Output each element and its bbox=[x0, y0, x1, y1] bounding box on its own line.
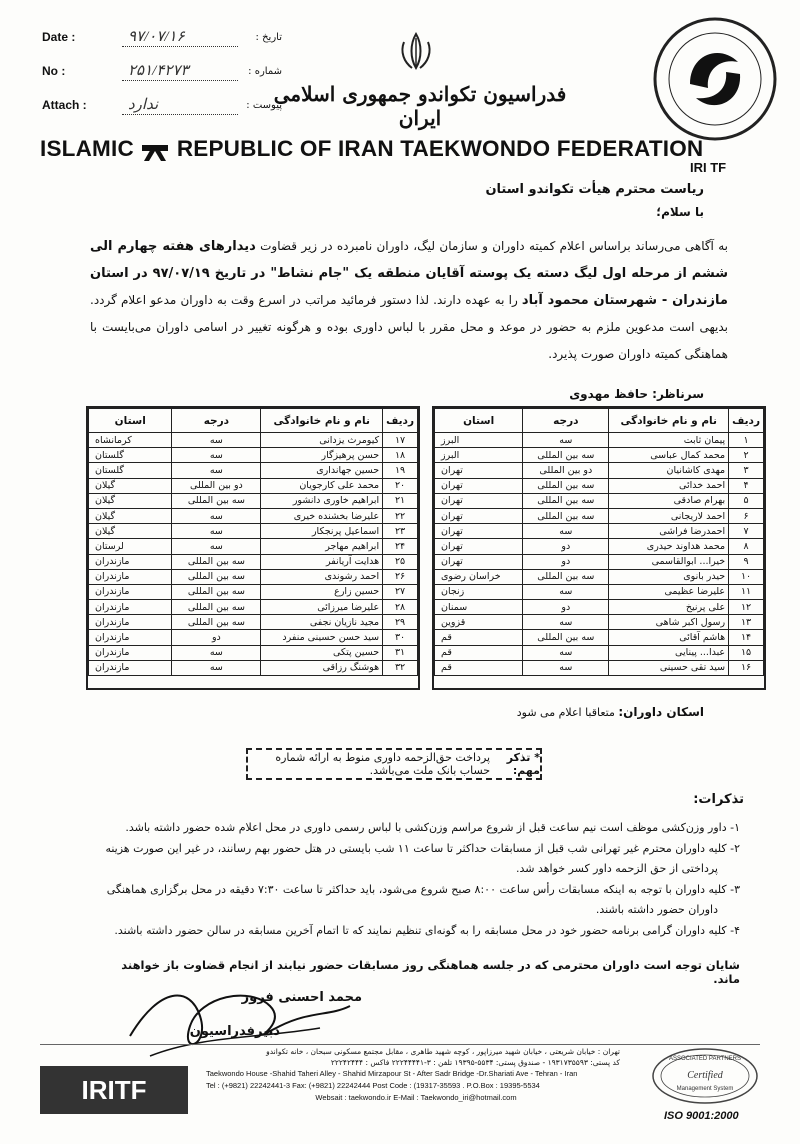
cell-name: سید تقی حسینی bbox=[609, 660, 729, 675]
cell-grade: سه بین المللی bbox=[172, 615, 261, 630]
cell-name: کیومرث یزدانی bbox=[261, 433, 383, 448]
housing-value: متعاقبا اعلام می شود bbox=[516, 706, 615, 719]
cell-num: ۲۳ bbox=[383, 524, 418, 539]
attendance-warning: شایان توجه است داوران محترمی که در جلسه هماهنگی روز مسابقات حضور نیابند از انجام قضاوت باز خواهند ماند. bbox=[121, 958, 740, 986]
table-row bbox=[89, 463, 418, 478]
table-row bbox=[435, 463, 764, 478]
table-row bbox=[89, 433, 418, 448]
cell-province: تهران bbox=[435, 539, 523, 554]
table-row bbox=[435, 615, 764, 630]
cell-grade: سه bbox=[172, 645, 261, 660]
cell-name: احمد رشوندی bbox=[261, 569, 383, 584]
letter-body-event: دیدارهای هفته چهارم الی ششم از مرحله اول لیگ دسته یک پوسته آقایان منطقه یک "جام نشاط" در تاریخ ۹۷/۰۷/۱۹ در استان مازندران - شهرستان محمود آباد bbox=[90, 239, 728, 308]
cell-name: اسماعیل پرنجکار bbox=[261, 524, 383, 539]
cell-name: ابراهیم خاوری دانشور bbox=[261, 493, 383, 508]
cell-province: لرستان bbox=[89, 539, 172, 554]
col-header-name: نام و نام خانوادگی bbox=[609, 409, 729, 433]
table-row bbox=[435, 433, 764, 448]
cell-name: حسین جهانداری bbox=[261, 463, 383, 478]
table-row bbox=[435, 478, 764, 493]
cell-grade: دو bbox=[523, 554, 609, 569]
footer-divider bbox=[40, 1044, 760, 1045]
footer-logo-icon bbox=[40, 1066, 188, 1114]
cell-name: هدایت آریانفر bbox=[261, 554, 383, 569]
table-row bbox=[89, 584, 418, 599]
footer-fa-line2: کد پستی: ۱۹۳۱۷۳۵۵۹۳ - صندوق پستی: ۵۵۳۴-۱۹۳۹۵ تلفن : ۳-۲۲۲۴۴۴۴۱ فاکس : ۲۲۲۴۲۴۴۴ bbox=[330, 1058, 620, 1067]
letter-meta bbox=[42, 26, 282, 128]
cell-num: ۱۵ bbox=[729, 645, 764, 660]
footer-fa-line1: تهران : خیابان شریعتی ، خیابان شهید میرزاپور ، کوچه شهید طاهری ، مقابل مجتمع مسکونی سبحان ، خانه تکواندو bbox=[266, 1047, 620, 1056]
cell-grade: سه بین المللی bbox=[523, 569, 609, 584]
table-row bbox=[89, 630, 418, 645]
col-header-province: استان bbox=[435, 409, 523, 433]
date-label: Date : bbox=[42, 30, 76, 44]
number-value: ۲۵۱/۴۲۷۳ bbox=[122, 61, 238, 81]
cell-province: کرمانشاه bbox=[89, 433, 172, 448]
table-row bbox=[89, 660, 418, 675]
cell-grade: سه bbox=[172, 463, 261, 478]
federation-name-en-part2: REPUBLIC OF IRAN TAEKWONDO FEDERATION bbox=[176, 136, 704, 161]
cell-name: ابراهیم مهاجر bbox=[261, 539, 383, 554]
cell-name: محمد کمال عباسی bbox=[609, 448, 729, 463]
cell-num: ۲۰ bbox=[383, 478, 418, 493]
addressee: ریاست محترم هیأت تکواندو استان bbox=[485, 182, 704, 197]
note-item-1: ۱- داور وزن‌کشی موظف است نیم ساعت قبل از شروع مراسم وزن‌کشی با لباس رسمی داوری در محل اعلام شده حضور داشته باشد. bbox=[125, 821, 740, 834]
cell-grade: سه bbox=[172, 524, 261, 539]
cell-name: احمد خدائی bbox=[609, 478, 729, 493]
table-row bbox=[89, 448, 418, 463]
note-item-2: ۲- کلیه داوران محترم غیر تهرانی شب قبل از مسابقات حداکثر تا ساعت ۱۱ شب بایستی در هتل حضور بهم رسانند، در غیر این صورت هزینه bbox=[105, 841, 740, 855]
notes-title: تذکرات: bbox=[693, 792, 744, 807]
col-header-num: ردیف bbox=[729, 409, 764, 433]
table-row bbox=[435, 569, 764, 584]
cell-province: مازندران bbox=[89, 600, 172, 615]
cell-province: مازندران bbox=[89, 660, 172, 675]
cell-grade: سه bbox=[523, 584, 609, 599]
cell-num: ۳۲ bbox=[383, 660, 418, 675]
housing-label: اسکان داوران: bbox=[618, 705, 704, 719]
date-label-fa: تاریخ : bbox=[255, 31, 282, 43]
cell-grade: سه bbox=[172, 539, 261, 554]
badge-partners-text: ASSOCIATED PARTNERS bbox=[668, 1056, 742, 1062]
cell-num: ۹ bbox=[729, 554, 764, 569]
cell-province: مازندران bbox=[89, 630, 172, 645]
cell-province: مازندران bbox=[89, 569, 172, 584]
attach-label-fa: پیوست : bbox=[246, 99, 282, 111]
cell-name: خیرا... ابوالقاسمی bbox=[609, 554, 729, 569]
col-header-grade: درجه bbox=[172, 409, 261, 433]
cell-grade: سه bbox=[172, 433, 261, 448]
cell-name: مجید نازیان نجفی bbox=[261, 615, 383, 630]
cell-name: هوشنگ رزاقی bbox=[261, 660, 383, 675]
cell-grade: سه bbox=[172, 448, 261, 463]
cell-grade: سه bbox=[523, 524, 609, 539]
table-row bbox=[89, 569, 418, 584]
attach-value: ندارد bbox=[122, 95, 238, 115]
cell-grade: دو bbox=[523, 600, 609, 615]
signatory-title: دبیرفدراسیون bbox=[189, 1024, 280, 1039]
cell-grade: سه بین المللی bbox=[172, 584, 261, 599]
attach-label: Attach : bbox=[42, 98, 87, 112]
table-row bbox=[89, 493, 418, 508]
cell-province: تهران bbox=[435, 554, 523, 569]
cell-grade: سه بین المللی bbox=[172, 554, 261, 569]
cell-num: ۲۴ bbox=[383, 539, 418, 554]
cell-num: ۳۰ bbox=[383, 630, 418, 645]
cell-grade: دو بین المللی bbox=[172, 478, 261, 493]
note-item-2-cont: پرداختی از حق الزحمه داور کسر خواهد شد. bbox=[515, 862, 718, 875]
cell-grade: سه بین المللی bbox=[172, 600, 261, 615]
table-row bbox=[89, 554, 418, 569]
attach-row bbox=[42, 94, 282, 116]
federation-name-en-part1: ISLAMIC bbox=[40, 136, 134, 161]
cell-province: خراسان رضوی bbox=[435, 569, 523, 584]
table-row bbox=[435, 493, 764, 508]
cell-grade: سه bbox=[172, 508, 261, 523]
cell-name: علیرضا بخشنده خیری bbox=[261, 508, 383, 523]
cell-grade: سه بین المللی bbox=[172, 569, 261, 584]
cell-name: پیمان ثابت bbox=[609, 433, 729, 448]
table-row bbox=[89, 478, 418, 493]
table-row bbox=[435, 584, 764, 599]
cell-name: رسول اکبر شاهی bbox=[609, 615, 729, 630]
cell-province: تهران bbox=[435, 478, 523, 493]
cell-num: ۲۲ bbox=[383, 508, 418, 523]
housing-note bbox=[517, 705, 704, 719]
cell-province: گلستان bbox=[89, 448, 172, 463]
federation-name-fa: فدراسیون تکواندو جمهوری اسلامی ایران bbox=[273, 82, 567, 130]
cell-num: ۲۷ bbox=[383, 584, 418, 599]
footer-en-line1: Taekwondo House -Shahid Taheri Alley - Shahid Mirzapour St - After Sadr Bridge -Dr.Shariati Ave - Tehran - Iran bbox=[206, 1069, 578, 1078]
table-row bbox=[89, 615, 418, 630]
federation-logo-text: IRI TF bbox=[690, 160, 727, 175]
cell-name: احمد لاریجانی bbox=[609, 508, 729, 523]
cell-province: مازندران bbox=[89, 584, 172, 599]
cell-name: حیدر بانوی bbox=[609, 569, 729, 584]
cell-province: قم bbox=[435, 630, 523, 645]
col-header-province: استان bbox=[89, 409, 172, 433]
cell-grade: سه bbox=[523, 645, 609, 660]
cell-province: تهران bbox=[435, 493, 523, 508]
belt-icon bbox=[140, 137, 170, 163]
cell-province: گیلان bbox=[89, 508, 172, 523]
cell-name: محمد علی کارجویان bbox=[261, 478, 383, 493]
table-row bbox=[89, 508, 418, 523]
table-row bbox=[435, 554, 764, 569]
col-header-grade: درجه bbox=[523, 409, 609, 433]
cell-grade: سه بین المللی bbox=[523, 630, 609, 645]
iso-certification-badge-icon bbox=[650, 1046, 760, 1106]
cell-num: ۶ bbox=[729, 508, 764, 523]
cell-num: ۲ bbox=[729, 448, 764, 463]
cell-province: تهران bbox=[435, 508, 523, 523]
signatory-name: محمد احسنی فرور bbox=[241, 990, 362, 1005]
federation-logo-icon bbox=[650, 14, 780, 144]
notice-text: پرداخت حق‌الزحمه داوری منوط به ارائه شماره حساب بانک ملت می‌باشد. bbox=[275, 751, 491, 777]
cell-name: عبدا... پینایی bbox=[609, 645, 729, 660]
cell-num: ۱۹ bbox=[383, 463, 418, 478]
letter-body-instructions: را به عهده دارند. لذا دستور فرمائید مراتب در اسرع وقت به داوران مدعو اعلام گردد. بدیهی است مدعوین ملزم به حضور در موعد و محل مقرر با لباس داوری بوده و هرگونه تغییر در اسامی داوران می‌بایست با هماهنگی کمیته داوران صورت پذیرد. bbox=[90, 293, 728, 361]
cell-name: علی پرنیخ bbox=[609, 600, 729, 615]
cell-num: ۲۶ bbox=[383, 569, 418, 584]
table-row bbox=[89, 600, 418, 615]
date-row bbox=[42, 26, 282, 48]
cell-grade: سه بین المللی bbox=[523, 448, 609, 463]
cell-num: ۱۰ bbox=[729, 569, 764, 584]
letter-body-intro: به آگاهی می‌رساند براساس اعلام کمیته داوران و سازمان لیگ، داوران نامبرده در زیر قضاوت bbox=[260, 239, 728, 253]
table-header-row bbox=[435, 409, 764, 433]
cell-name: احمدرضا فراشی bbox=[609, 524, 729, 539]
cell-name: علیرضا میرزائی bbox=[261, 600, 383, 615]
table-row bbox=[89, 524, 418, 539]
table-row bbox=[89, 645, 418, 660]
cell-grade: دو bbox=[523, 539, 609, 554]
cell-province: تهران bbox=[435, 463, 523, 478]
cell-num: ۲۵ bbox=[383, 554, 418, 569]
cell-province: مازندران bbox=[89, 645, 172, 660]
iran-emblem-icon bbox=[396, 30, 436, 72]
cell-num: ۱۳ bbox=[729, 615, 764, 630]
chief-supervisor: سرناظر: حافظ مهدوی bbox=[569, 387, 704, 401]
cell-name: حسین پتکی bbox=[261, 645, 383, 660]
cell-name: محمد هداوند حیدری bbox=[609, 539, 729, 554]
cell-province: مازندران bbox=[89, 554, 172, 569]
referees-table-right bbox=[434, 408, 764, 676]
badge-certified-text: Certified bbox=[687, 1070, 723, 1081]
cell-province: سمنان bbox=[435, 600, 523, 615]
table-row bbox=[435, 645, 764, 660]
cell-province: گیلان bbox=[89, 524, 172, 539]
cell-num: ۲۸ bbox=[383, 600, 418, 615]
cell-num: ۳۱ bbox=[383, 645, 418, 660]
iso-label: ISO 9001:2000 bbox=[664, 1110, 739, 1122]
cell-grade: سه bbox=[523, 660, 609, 675]
number-row bbox=[42, 60, 282, 82]
letter-body bbox=[90, 233, 728, 368]
cell-province: قزوین bbox=[435, 615, 523, 630]
cell-province: گیلان bbox=[89, 493, 172, 508]
cell-num: ۱۲ bbox=[729, 600, 764, 615]
cell-province: البرز bbox=[435, 433, 523, 448]
cell-grade: سه bbox=[523, 433, 609, 448]
cell-num: ۱۴ bbox=[729, 630, 764, 645]
number-label-fa: شماره : bbox=[248, 65, 282, 77]
col-header-num: ردیف bbox=[383, 409, 418, 433]
cell-num: ۲۹ bbox=[383, 615, 418, 630]
table-row bbox=[435, 600, 764, 615]
number-label: No : bbox=[42, 64, 66, 78]
date-value: ۹۷/۰۷/۱۶ bbox=[122, 27, 238, 47]
badge-management-text: Management System bbox=[676, 1086, 734, 1092]
federation-name-en bbox=[40, 136, 704, 163]
cell-num: ۲۱ bbox=[383, 493, 418, 508]
cell-province: گلستان bbox=[89, 463, 172, 478]
cell-num: ۵ bbox=[729, 493, 764, 508]
cell-num: ۱۱ bbox=[729, 584, 764, 599]
cell-grade: سه بین المللی bbox=[172, 493, 261, 508]
cell-province: البرز bbox=[435, 448, 523, 463]
table-row bbox=[89, 539, 418, 554]
footer-en-line2: Tel : (+9821) 22242441-3 Fax: (+9821) 22242444 Post Code : (19317-35593 . P.O.Box : 19395-5534 bbox=[206, 1081, 540, 1090]
cell-num: ۸ bbox=[729, 539, 764, 554]
notice-label: * تذکر مهم: bbox=[506, 751, 540, 777]
table-row bbox=[435, 630, 764, 645]
cell-num: ۱۸ bbox=[383, 448, 418, 463]
footer-logo-text: IRITF bbox=[81, 1075, 147, 1105]
cell-num: ۷ bbox=[729, 524, 764, 539]
cell-name: مهدی کاشانیان bbox=[609, 463, 729, 478]
cell-grade: سه بین المللی bbox=[523, 508, 609, 523]
note-item-4: ۴- کلیه داوران گرامی برنامه حضور خود در محل مسابقه را به گونه‌ای تنظیم نمایند که تا اتمام آخرین مسابقه در سالن حضور داشته باشند. bbox=[114, 923, 740, 937]
table-row bbox=[435, 508, 764, 523]
cell-province: قم bbox=[435, 645, 523, 660]
table-row bbox=[435, 539, 764, 554]
footer-address-fa bbox=[200, 1046, 620, 1068]
cell-grade: سه bbox=[172, 660, 261, 675]
cell-province: مازندران bbox=[89, 615, 172, 630]
greeting: با سلام؛ bbox=[656, 205, 704, 219]
cell-num: ۱۶ bbox=[729, 660, 764, 675]
footer-en-line3: Websait : taekwondo.ir E-Mail : Taekwondo_iri@hotmail.com bbox=[315, 1093, 517, 1102]
cell-province: تهران bbox=[435, 524, 523, 539]
cell-grade: دو بین المللی bbox=[523, 463, 609, 478]
note-item-3: ۳- کلیه داوران با توجه به اینکه مسابقات رأس ساعت ۸:۰۰ صبح شروع می‌شود، باید حداکثر تا ساعت ۷:۳۰ دقیقه در محل برگزاری هماهنگی bbox=[106, 882, 740, 896]
referees-table-left bbox=[88, 408, 418, 676]
table-header-row bbox=[89, 409, 418, 433]
col-header-name: نام و نام خانوادگی bbox=[261, 409, 383, 433]
cell-grade: دو bbox=[172, 630, 261, 645]
cell-province: زنجان bbox=[435, 584, 523, 599]
note-item-3-cont: داوران حضور داشته باشند. bbox=[595, 903, 718, 916]
cell-grade: سه bbox=[523, 615, 609, 630]
cell-name: بهرام صادقی bbox=[609, 493, 729, 508]
cell-num: ۴ bbox=[729, 478, 764, 493]
cell-grade: سه بین المللی bbox=[523, 478, 609, 493]
cell-name: حسن پرهیزگار bbox=[261, 448, 383, 463]
cell-name: حسین زارع bbox=[261, 584, 383, 599]
cell-name: سید حسن حسینی منفرد bbox=[261, 630, 383, 645]
table-row bbox=[435, 448, 764, 463]
cell-province: قم bbox=[435, 660, 523, 675]
cell-name: علیرضا عظیمی bbox=[609, 584, 729, 599]
cell-name: هاشم آقائی bbox=[609, 630, 729, 645]
cell-num: ۱ bbox=[729, 433, 764, 448]
cell-num: ۳ bbox=[729, 463, 764, 478]
table-row bbox=[435, 660, 764, 675]
important-notice-box bbox=[246, 748, 542, 780]
cell-num: ۱۷ bbox=[383, 433, 418, 448]
table-row bbox=[435, 524, 764, 539]
notes-list bbox=[92, 818, 740, 941]
cell-grade: سه بین المللی bbox=[523, 493, 609, 508]
cell-province: گیلان bbox=[89, 478, 172, 493]
footer-address-en bbox=[206, 1068, 626, 1104]
